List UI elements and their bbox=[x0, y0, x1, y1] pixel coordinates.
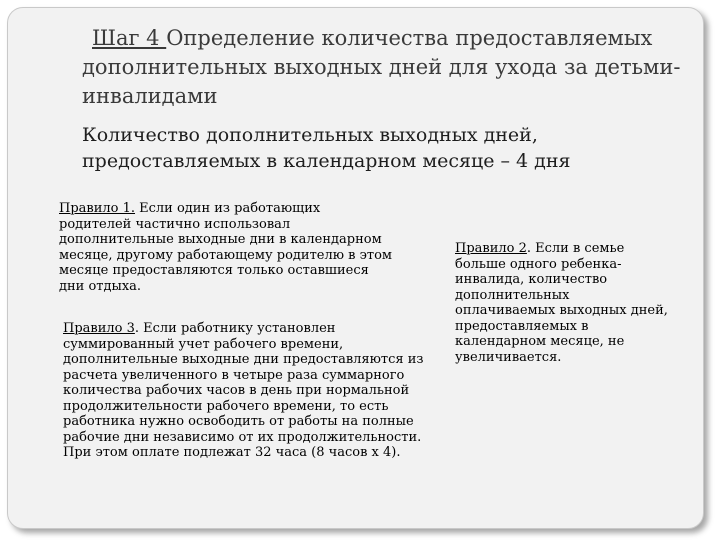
rule-1-label: Правило 1. bbox=[59, 201, 136, 216]
rule-2 bbox=[455, 241, 670, 365]
rule-3-text: . Если работнику установлен суммированный учет рабочего времени, дополнительные выходные дни предоставляются из расчета увеличенного в четыре раза суммарного количества рабочих часов в день при нормальной продолжительности рабочего времени, то есть работника нужно освободить от работы на полные рабочие дни независимо от их продолжительности. При этом оплате подлежат 32 часа (8 часов х 4). bbox=[63, 321, 424, 460]
rule-3 bbox=[63, 321, 441, 461]
rule-2-text: . Если в семье больше одного ребенка-инвалида, количество дополнительных оплачиваемых выходных дней, предоставляемых в календарном месяце, не увеличивается. bbox=[455, 241, 668, 365]
subtitle: Количество дополнительных выходных дней, предоставляемых в календарном месяце – 4 дня bbox=[82, 124, 571, 172]
slide bbox=[7, 7, 704, 529]
rule-3-label: Правило 3 bbox=[63, 321, 135, 336]
step-label: Шаг 4 bbox=[92, 26, 167, 50]
title-text: Определение количества предоставляемых дополнительных выходных дней для ухода за детьми-инвалидами bbox=[82, 26, 681, 108]
rule-1-text: Если один из работающих родителей частично использовал дополнительные выходные дни в календарном месяце, другому работающему родителю в этом месяце предоставляются только оставшиеся дни отдыха. bbox=[59, 201, 393, 294]
rule-2-label: Правило 2 bbox=[455, 241, 527, 256]
rule-1 bbox=[59, 201, 394, 294]
slide-title bbox=[82, 24, 682, 111]
